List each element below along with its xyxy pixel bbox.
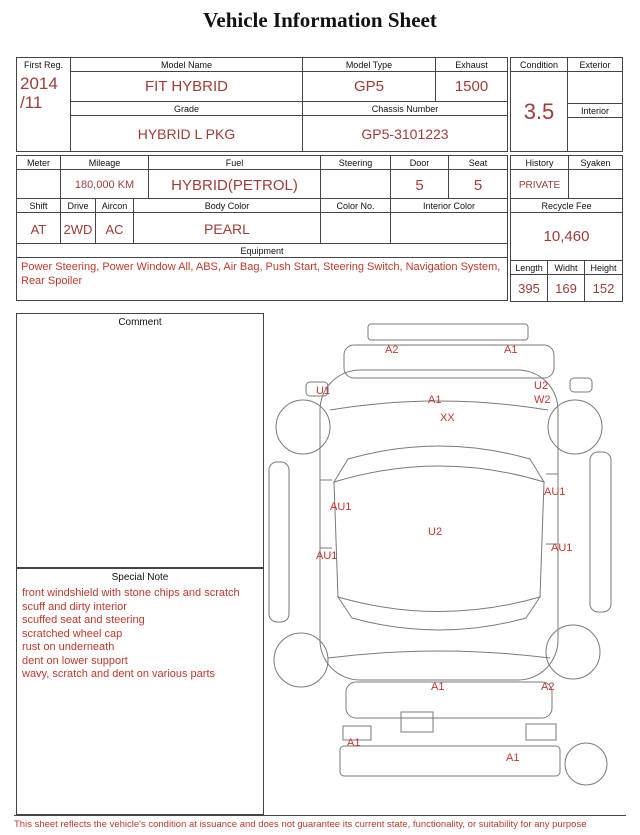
history-label: History <box>511 156 569 170</box>
history-value: PRIVATE <box>511 170 569 201</box>
wheel-front-left <box>276 400 330 454</box>
length-value: 395 <box>511 275 548 302</box>
page-title: Vehicle Information Sheet <box>203 8 437 32</box>
color-no-value <box>321 213 391 246</box>
damage-annotation: A1 <box>506 752 520 764</box>
condition-value: 3.5 <box>511 72 568 152</box>
special-note-box <box>16 568 264 815</box>
damage-annotation: U2 <box>428 526 443 538</box>
car-damage-diagram <box>268 312 630 812</box>
exterior-value <box>568 72 623 104</box>
seat-label: Seat <box>449 156 508 170</box>
door-label: Door <box>391 156 449 170</box>
special-note-item: scratched wheel cap <box>22 627 123 640</box>
damage-annotation: A1 <box>431 681 445 693</box>
special-note-item: rust on underneath <box>22 641 115 653</box>
aircon-label: Aircon <box>96 199 134 213</box>
special-note-item: front windshield with stone chips and scratch <box>22 587 240 599</box>
steering-label: Steering <box>321 156 391 170</box>
spare-tire <box>565 743 607 785</box>
syaken-value <box>569 170 623 201</box>
left-sill <box>269 462 289 622</box>
spec-table-row1 <box>16 155 508 201</box>
history-table <box>510 155 623 201</box>
wheel-rear-right <box>546 625 600 679</box>
door-value: 5 <box>391 170 449 201</box>
recycle-fee-label: Recycle Fee <box>511 199 623 213</box>
rear-bumper <box>346 681 555 718</box>
drive-label: Drive <box>61 199 96 213</box>
rear-strip <box>340 746 560 776</box>
steering-value <box>321 170 391 201</box>
rear-right-plate <box>526 724 556 740</box>
right-mirror <box>570 378 592 392</box>
color-no-label: Color No. <box>321 199 391 213</box>
damage-annotation: XX <box>440 412 455 424</box>
model-name-label: Model Name <box>71 58 303 72</box>
equipment-label: Equipment <box>17 244 508 258</box>
damage-annotation: W2 <box>534 394 551 406</box>
chassis-value: GP5-3101223 <box>303 116 508 152</box>
equipment-value: Power Steering, Power Window All, ABS, Air Bag, Push Start, Steering Switch, Navigation System, Rear Spoiler <box>21 261 501 287</box>
recycle-fee-table <box>510 198 623 261</box>
body-color-label: Body Color <box>134 199 321 213</box>
right-sill <box>590 452 611 612</box>
model-table <box>16 57 508 152</box>
damage-annotation: A1 <box>504 344 518 356</box>
recycle-fee-value: 10,460 <box>511 213 623 261</box>
front-bumper <box>344 345 554 378</box>
shift-value: AT <box>17 213 61 246</box>
seat-value: 5 <box>449 170 508 201</box>
height-value: 152 <box>585 275 623 302</box>
length-label: Length <box>511 261 548 275</box>
trunk-line <box>328 651 550 658</box>
shift-label: Shift <box>17 199 61 213</box>
mileage-label: Mileage <box>61 156 149 170</box>
meter-value <box>17 170 61 201</box>
syaken-label: Syaken <box>569 156 623 170</box>
damage-annotation: AU1 <box>316 550 338 562</box>
wheel-rear-left <box>274 633 328 687</box>
width-value: 169 <box>548 275 585 302</box>
cabin-left-line <box>334 482 338 597</box>
fuel-value: HYBRID(PETROL) <box>149 170 321 201</box>
dimensions-table <box>510 260 623 302</box>
footer-disclaimer: This sheet reflects the vehicle's condition at issuance and does not guarantee its current state, functionality, or suitability for any purpose <box>14 815 626 830</box>
damage-annotation: AU1 <box>544 486 566 498</box>
body-color-value: PEARL <box>134 213 321 246</box>
damage-annotation: AU1 <box>551 542 573 554</box>
damage-annotation: U1 <box>316 385 331 397</box>
model-type-label: Model Type <box>303 58 436 72</box>
interior-color-value <box>391 213 508 246</box>
special-note-item: scuffed seat and steering <box>22 614 145 626</box>
condition-label: Condition <box>511 58 568 72</box>
damage-annotation: AU1 <box>330 501 352 513</box>
special-note-item: scuff and dirty interior <box>22 600 127 613</box>
windshield <box>334 446 544 482</box>
drive-value: 2WD <box>61 213 96 246</box>
damage-annotation: A1 <box>347 737 361 749</box>
comment-label: Comment <box>118 317 162 328</box>
height-label: Height <box>585 261 623 275</box>
model-name-value: FIT HYBRID <box>71 72 303 102</box>
special-note-item: wavy, scratch and dent on various parts <box>22 668 216 680</box>
rear-center-plate <box>401 712 433 732</box>
comment-box <box>16 313 264 568</box>
grade-label: Grade <box>71 102 303 116</box>
cabin-right-line <box>540 482 544 597</box>
special-note-label: Special Note <box>111 572 169 583</box>
aircon-value: AC <box>96 213 134 246</box>
front-strip <box>368 324 528 340</box>
special-note-item: dent on lower support <box>22 654 128 667</box>
special-note-items <box>17 583 263 686</box>
damage-annotation: U2 <box>534 380 549 392</box>
grade-value: HYBRID L PKG <box>71 116 303 152</box>
condition-table <box>510 57 623 152</box>
car-body <box>320 370 558 680</box>
damage-annotation: A1 <box>428 394 442 406</box>
first-reg-label: First Reg. <box>23 60 63 70</box>
first-reg-cell <box>17 58 71 152</box>
damage-annotation: A2 <box>385 344 399 356</box>
fuel-label: Fuel <box>149 156 321 170</box>
wheel-front-right <box>548 400 602 454</box>
exhaust-value: 1500 <box>436 72 508 102</box>
interior-label: Interior <box>568 104 623 118</box>
interior-value <box>568 118 623 152</box>
rear-window <box>338 597 540 630</box>
meter-label: Meter <box>17 156 61 170</box>
spec-table-row2 <box>16 198 508 246</box>
first-reg-value: 2014 /11 <box>20 74 58 112</box>
chassis-label: Chassis Number <box>303 102 508 116</box>
interior-color-label: Interior Color <box>391 199 508 213</box>
exhaust-label: Exhaust <box>436 58 508 72</box>
model-type-value: GP5 <box>303 72 436 102</box>
exterior-label: Exterior <box>568 58 623 72</box>
damage-annotation: A2 <box>541 681 555 693</box>
width-label: Widht <box>548 261 585 275</box>
equipment-table <box>16 243 508 301</box>
mileage-value: 180,000 KM <box>61 170 149 201</box>
